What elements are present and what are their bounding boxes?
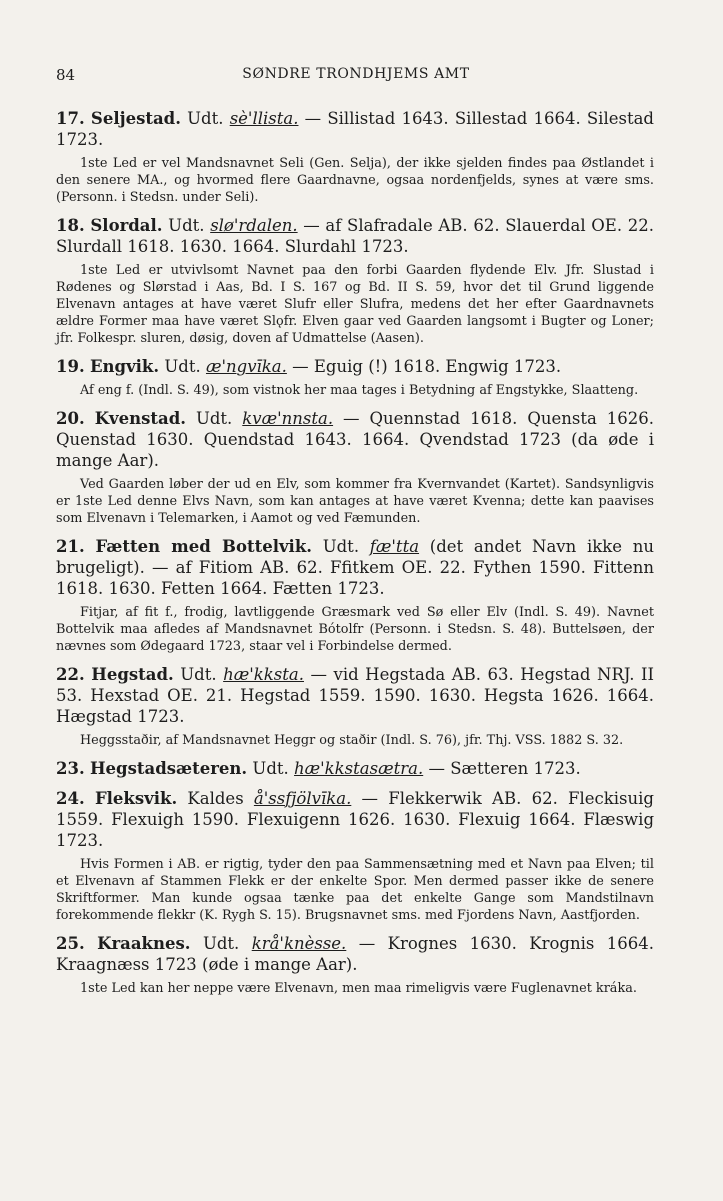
entry-note: 1ste Led kan her neppe være Elvenavn, men maa rimeligvis være Fuglenavnet kráka. [80, 981, 637, 996]
entry-22 [56, 664, 654, 749]
entry-18 [56, 215, 654, 347]
entry-heading [56, 536, 654, 599]
entry-19 [56, 356, 654, 399]
entry-note: 1ste Led er vel Mandsnavnet Seli (Gen. Selja), der ikke sjelden findes paa Østlandet i den senere MA., og hvormed flere Gaardnavne, ogsaa nordenfjelds, synes at være sms. (Personn. i Stedsn. under Seli). [56, 156, 654, 205]
historical-forms: — vid Hegstada AB. 63. Hegstad NRJ. II 53. Hexstad OE. 21. Hegstad 1559. 1590. 1630. Hegsta 1626. 1664. Hægstad 1723. [56, 665, 654, 726]
entry-heading [56, 215, 654, 257]
historical-forms: — af Slafradale AB. 62. Slauerdal OE. 22. Slurdall 1618. 1630. 1664. Slurdahl 1723. [56, 216, 654, 256]
pronunciation: fæ'tta [369, 537, 420, 556]
pronunciation: sè'llista. [229, 109, 299, 128]
historical-forms: — Quennstad 1618. Quensta 1626. Quenstad 1630. Quendstad 1643. 1664. Qvendstad 1723 (da øde i mange Aar). [56, 409, 654, 470]
entry-heading [56, 108, 654, 150]
udt-label: Udt. [247, 759, 295, 778]
farm-name: Seljestad. [90, 109, 181, 128]
entry-number: 19. [56, 357, 85, 376]
entry-number: 20. [56, 409, 85, 428]
entry-heading [56, 356, 654, 377]
entry-number: 18. [56, 216, 85, 235]
entry-20 [56, 408, 654, 527]
running-title: SØNDRE TRONDHJEMS AMT [242, 66, 470, 82]
entry-17 [56, 108, 654, 206]
pronunciation: slø'rdalen. [210, 216, 298, 235]
entry-number: 21. [56, 537, 85, 556]
udt-label: Udt. [312, 537, 370, 556]
entry-heading [56, 408, 654, 471]
udt-label: Udt. [190, 934, 252, 953]
entries-list [56, 108, 654, 1006]
historical-forms: — Eguig (!) 1618. Engwig 1723. [286, 357, 562, 376]
historical-forms: — Sætteren 1723. [423, 759, 581, 778]
entry-heading [56, 664, 654, 727]
udt-label: Udt. [180, 109, 230, 128]
entry-heading [56, 758, 654, 779]
pronunciation: hæ'kkstasætra. [294, 759, 424, 778]
farm-name: Hegstadsæteren. [89, 759, 248, 778]
entry-heading [56, 933, 654, 975]
entry-number: 22. [56, 665, 85, 684]
historical-forms: (det andet Navn ikke nu brugeligt). — af Fitiom AB. 62. Ffitkem OE. 22. Fythen 1590. Fittenn 1618. 1630. Fetten 1664. Fætten 1723. [56, 537, 654, 598]
pronunciation: æ'ngvīka. [205, 357, 287, 376]
historical-forms: — Krognes 1630. Krognis 1664. Kraagnæss 1723 (øde i mange Aar). [56, 934, 654, 974]
farm-name: Fætten med Bottelvik. [95, 537, 312, 556]
udt-label: Udt. [162, 216, 211, 235]
entry-number: 23. [56, 759, 85, 778]
entry-note: Fitjar, af fit f., frodig, lavtliggende Græsmark ved Sø eller Elv (Indl. S. 49). Navnet Bottelvik maa afledes af Mandsnavnet Bótolfr (Personn. i Stedsn. S. 48). Buttelsøen, der nævnes som Ødegaard 1723, staar vel i Forbindelse dermed. [56, 605, 654, 654]
udt-label: Udt. [186, 409, 243, 428]
udt-label: Udt. [173, 665, 224, 684]
entry-note: Hvis Formen i AB. er rigtig, tyder den paa Sammensætning med et Navn paa Elven; til et Elvenavn af Stammen Flekk er der enkelte Spor. Men dermed passer ikke de senere Skriftformer. Man kunde ogsaa tænke paa det enkelte Gange som Mandstilnavn forekommende flekkr (K. Rygh S. 15). Brugsnavnet sms. med Fjordens Navn, Aastfjorden. [56, 857, 654, 923]
entry-23 [56, 758, 654, 779]
entry-note: 1ste Led er utvivlsomt Navnet paa den forbi Gaarden flydende Elv. Jfr. Slustad i Rødenes og Slørstad i Aas, Bd. I S. 167 og Bd. II S. 59, hvor det til Grund liggende Elvenavn antages at have været Slufr eller Slufra, medens det her efter Gaardnavnets ældre Former maa have været Slǫfr. Elven gaar ved Gaarden langsomt i Bugter og Loner; jfr. Folkespr. sluren, døsig, doven af Udmattelse (Aasen). [56, 263, 654, 346]
pronunciation: å'ssfjölvīka. [253, 789, 352, 808]
entry-number: 24. [56, 789, 85, 808]
entry-24 [56, 788, 654, 924]
farm-name: Hegstad. [91, 665, 174, 684]
entry-note: Af eng f. (Indl. S. 49), som vistnok her maa tages i Betydning af Engstykke, Slaatteng. [80, 383, 639, 398]
pronunciation: krå'knèsse. [251, 934, 347, 953]
farm-name: Slordal. [90, 216, 163, 235]
entry-note: Heggsstaðir, af Mandsnavnet Heggr og staðir (Indl. S. 76), jfr. Thj. VSS. 1882 S. 32. [80, 733, 624, 748]
page-header [56, 66, 656, 86]
entry-number: 25. [56, 934, 85, 953]
historical-forms: — Flekkerwik AB. 62. Fleckisuig 1559. Flexuigh 1590. Flexuigenn 1626. 1630. Flexuig 1664. Flæswig 1723. [56, 789, 654, 850]
entry-heading [56, 788, 654, 851]
farm-name: Kvenstad. [94, 409, 186, 428]
udt-label: Kaldes [177, 789, 254, 808]
farm-name: Kraaknes. [97, 934, 191, 953]
farm-name: Engvik. [89, 357, 160, 376]
page-number: 84 [56, 66, 76, 84]
entry-number: 17. [56, 109, 85, 128]
udt-label: Udt. [159, 357, 206, 376]
historical-forms: — Sillistad 1643. Sillestad 1664. Silestad 1723. [56, 109, 654, 149]
entry-25 [56, 933, 654, 997]
entry-note: Ved Gaarden løber der ud en Elv, som kommer fra Kvernvandet (Kartet). Sandsynligvis er 1ste Led denne Elvs Navn, som kan antages at have været Kvenna; dette kan paavises som Elvenavn i Telemarken, i Aamot og ved Fæmunden. [56, 477, 654, 526]
entry-21 [56, 536, 654, 655]
pronunciation: hæ'kksta. [223, 665, 304, 684]
pronunciation: kvæ'nnsta. [242, 409, 334, 428]
farm-name: Fleksvik. [94, 789, 178, 808]
